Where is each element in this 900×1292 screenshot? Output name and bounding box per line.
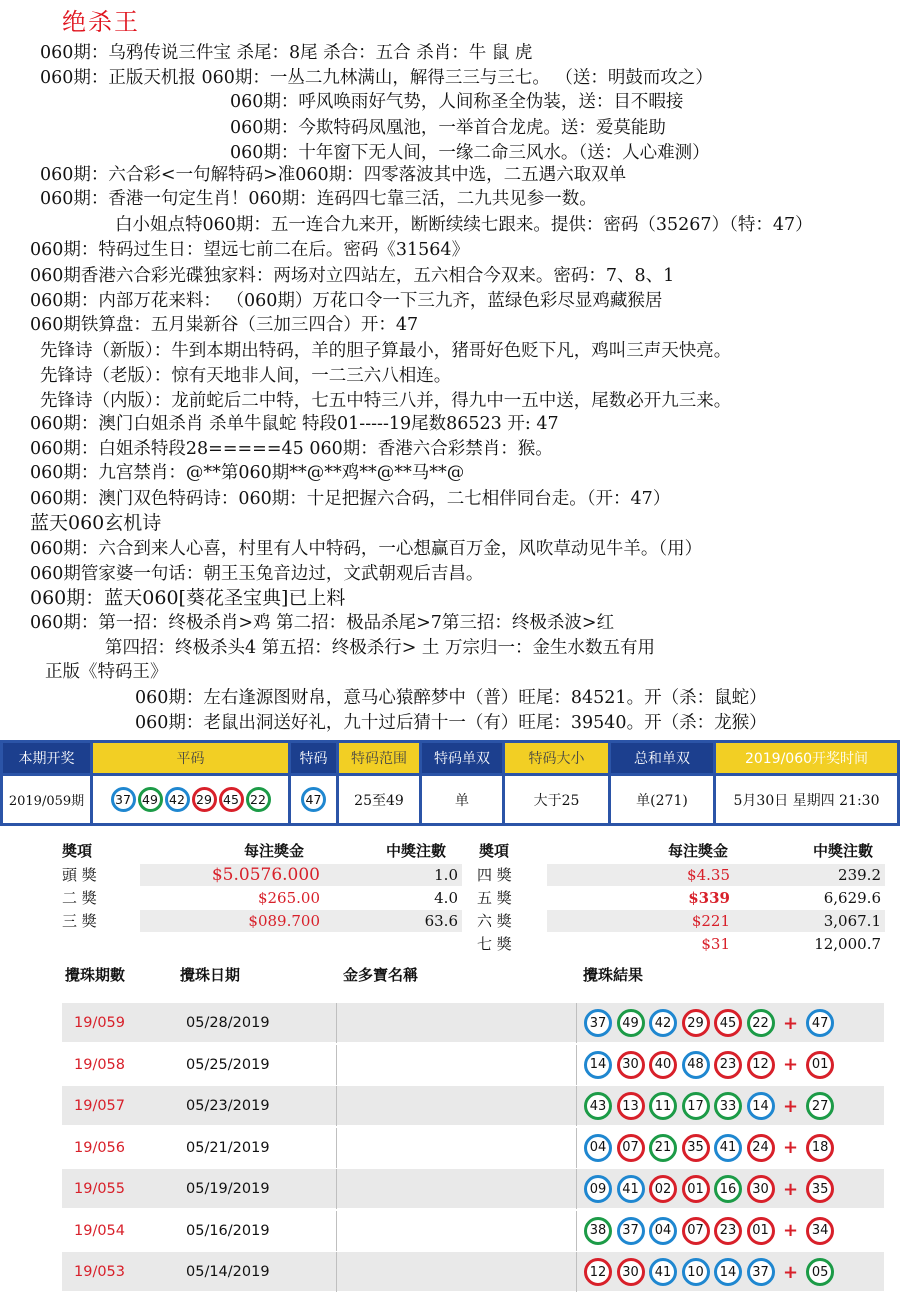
history-balls — [584, 1217, 839, 1245]
number-ball: 02 — [649, 1175, 677, 1203]
text-line: 060期：呼风唤雨好气势，人间称圣全伪装，送：目不暇接 — [230, 92, 684, 112]
text-line: 白小姐点特060期：五一连合九来开，断断续续七跟来。提供：密码（35267）（特：47） — [115, 215, 813, 235]
prize-name: 二 獎 — [62, 889, 97, 907]
special-number-ball: 35 — [806, 1175, 834, 1203]
page-title: 绝杀王 — [62, 8, 140, 36]
special-number-ball: 27 — [806, 1092, 834, 1120]
text-line: 060期：十年窗下无人间，一缘二命三风水。（送：人心难测） — [230, 143, 710, 163]
plus-icon: + — [783, 1054, 799, 1075]
number-ball: 37 — [747, 1258, 775, 1286]
column-divider — [576, 1003, 577, 1043]
number-ball: 12 — [747, 1051, 775, 1079]
prize-header-name: 奬項 — [62, 842, 93, 860]
number-ball: 40 — [649, 1051, 677, 1079]
column-divider — [336, 1252, 337, 1292]
number-ball: 04 — [584, 1134, 612, 1162]
prize-count: 6,629.6 — [823, 889, 881, 907]
text-line: 060期铁算盘：五月粜新谷（三加三四合）开：47 — [30, 315, 419, 335]
text-line: 060期管家婆一句话：朝王玉兔音边过，文武朝观后吉昌。 — [30, 564, 484, 584]
prize-count: 63.6 — [424, 912, 458, 930]
header-next-time: 2019/060开奖时间 — [716, 743, 897, 773]
number-ball: 33 — [714, 1092, 742, 1120]
history-balls — [584, 1009, 839, 1037]
column-divider — [576, 1086, 577, 1126]
history-balls — [584, 1258, 839, 1286]
prize-row — [477, 887, 885, 909]
prize-name: 三 獎 — [62, 912, 97, 930]
column-divider — [336, 1169, 337, 1209]
history-header-date: 攪珠日期 — [180, 966, 241, 984]
prize-header-name: 奬項 — [479, 842, 510, 860]
number-ball: 41 — [649, 1258, 677, 1286]
history-date: 05/14/2019 — [186, 1264, 270, 1280]
number-ball: 22 — [747, 1009, 775, 1037]
text-line: 060期：老鼠出洞送好礼，九十过后猜十一（有）旺尾：39540。开（杀：龙猴） — [135, 713, 767, 733]
text-line: 060期：今欺特码凤凰池，一举首合龙虎。送：爱莫能助 — [230, 118, 666, 138]
history-period: 19/059 — [74, 1015, 126, 1031]
prize-name: 七 獎 — [477, 935, 512, 953]
number-ball: 07 — [682, 1217, 710, 1245]
text-line: 060期：六合彩<一句解特码>准060期：四零落波其中选，二五遇六取双单 — [40, 165, 627, 185]
prize-amount: $4.35 — [687, 866, 730, 884]
prize-header-amount: 每注獎金 — [244, 842, 305, 860]
prize-count: 12,000.7 — [814, 935, 881, 953]
number-ball: 23 — [714, 1051, 742, 1079]
column-divider — [336, 1045, 337, 1085]
header-regular: 平码 — [93, 743, 288, 773]
header-current-draw: 本期开奖 — [3, 743, 90, 773]
prize-amount: $221 — [691, 912, 730, 930]
number-ball: 45 — [219, 787, 244, 812]
number-ball: 35 — [682, 1134, 710, 1162]
number-ball: 42 — [649, 1009, 677, 1037]
number-ball: 09 — [584, 1175, 612, 1203]
prize-amount: $5.0576.000 — [211, 865, 320, 885]
draw-period: 2019/059期 — [3, 776, 90, 823]
text-line: 060期香港六合彩光碟独家料：两场对立四站左，五六相合今双来。密码：7、8、1 — [30, 266, 675, 286]
special-number-ball: 01 — [806, 1051, 834, 1079]
number-ball: 10 — [682, 1258, 710, 1286]
header-range: 特码范围 — [339, 743, 419, 773]
prize-count: 239.2 — [838, 866, 881, 884]
history-date: 05/19/2019 — [186, 1181, 270, 1197]
header-odd-even: 特码单双 — [422, 743, 502, 773]
number-ball: 22 — [246, 787, 271, 812]
number-ball: 30 — [617, 1051, 645, 1079]
prize-count: 3,067.1 — [823, 912, 881, 930]
history-period: 19/054 — [74, 1222, 126, 1239]
prize-amount: $339 — [688, 889, 730, 907]
text-line: 第四招：终极杀头4 第五招：终极杀行> 土 万宗归一：金生水数五有用 — [105, 638, 655, 658]
history-period: 19/057 — [74, 1098, 126, 1114]
sum-odd-even: 单(271) — [611, 776, 713, 823]
plus-icon: + — [783, 1220, 799, 1241]
number-ball: 37 — [584, 1009, 612, 1037]
prize-name: 五 獎 — [477, 889, 512, 907]
history-row — [62, 1169, 884, 1209]
number-ball: 17 — [682, 1092, 710, 1120]
history-row — [62, 1003, 884, 1043]
regular-balls — [93, 776, 288, 823]
number-ball: 30 — [747, 1175, 775, 1203]
history-balls — [584, 1175, 839, 1203]
prize-header-count: 中獎注數 — [386, 842, 447, 860]
history-period: 19/055 — [74, 1181, 126, 1197]
text-line: 060期：正版天机报 060期：一丛二九林满山，解得三三与三七。 （送：明鼓而攻之） — [40, 68, 713, 88]
column-divider — [336, 1211, 337, 1251]
special-number-ball: 18 — [806, 1134, 834, 1162]
history-date: 05/16/2019 — [186, 1222, 270, 1239]
prize-header-amount: 每注獎金 — [668, 842, 729, 860]
number-ball: 30 — [617, 1258, 645, 1286]
plus-icon: + — [783, 1095, 799, 1117]
number-ball: 41 — [714, 1134, 742, 1162]
history-row — [62, 1045, 884, 1085]
prize-row — [62, 910, 462, 932]
column-divider — [576, 1128, 577, 1168]
prize-row — [477, 933, 885, 955]
prize-name: 六 獎 — [477, 912, 512, 930]
text-line: 060期：乌鸦传说三件宝 杀尾：8尾 杀合：五合 杀肖：牛 鼠 虎 — [40, 43, 533, 63]
history-period: 19/058 — [74, 1056, 126, 1073]
text-line: 060期：内部万花来料： （060期）万花口令一下三九齐，蓝绿色彩尽显鸡藏猴居 — [30, 291, 663, 311]
column-divider — [576, 1211, 577, 1251]
number-ball: 12 — [584, 1258, 612, 1286]
prize-row — [62, 887, 462, 909]
special-range: 25至49 — [339, 776, 419, 823]
number-ball: 23 — [714, 1217, 742, 1245]
special-ball — [291, 776, 336, 823]
text-line: 060期：第一招：终极杀肖>鸡 第二招：极品杀尾>7第三招：终极杀波>红 — [30, 613, 615, 633]
text-line: 060期：澳门双色特码诗：060期：十足把握六合码，二七相伴同台走。（开：47） — [30, 489, 671, 509]
number-ball: 04 — [649, 1217, 677, 1245]
history-balls — [584, 1051, 839, 1079]
number-ball: 49 — [138, 787, 163, 812]
header-sum-odd-even: 总和单双 — [611, 743, 713, 773]
prize-amount: $089.700 — [248, 912, 320, 930]
column-divider — [336, 1128, 337, 1168]
number-ball: 37 — [111, 787, 136, 812]
prize-name: 頭 獎 — [62, 866, 97, 884]
text-line: 先锋诗（老版）：惊有天地非人间，一二三六八相连。 — [40, 366, 452, 386]
history-period: 19/053 — [74, 1264, 126, 1280]
history-row — [62, 1211, 884, 1251]
number-ball: 29 — [682, 1009, 710, 1037]
history-row — [62, 1252, 884, 1292]
history-date: 05/23/2019 — [186, 1098, 270, 1114]
prize-header-count: 中獎注數 — [813, 842, 874, 860]
number-ball: 14 — [714, 1258, 742, 1286]
number-ball: 29 — [192, 787, 217, 812]
number-ball: 48 — [682, 1051, 710, 1079]
number-ball: 14 — [584, 1051, 612, 1079]
text-line: 060期：六合到来人心喜，村里有人中特码，一心想赢百万金，风吹草动见牛羊。（用） — [30, 539, 703, 559]
text-line: 060期：白姐杀特段28=====45 060期：香港六合彩禁肖：猴。 — [30, 439, 553, 459]
plus-icon: + — [783, 1178, 799, 1200]
number-ball: 43 — [584, 1092, 612, 1120]
prize-row — [62, 864, 462, 886]
column-divider — [576, 1252, 577, 1292]
special-number-ball: 05 — [806, 1258, 834, 1286]
column-divider — [576, 1045, 577, 1085]
text-line: 060期：澳门白姐杀肖 杀单牛鼠蛇 特段01-----19尾数86523 开: 47 — [30, 414, 559, 434]
section-heading: 蓝天060玄机诗 — [30, 512, 162, 534]
next-draw-time: 5月30日 星期四 21:30 — [716, 776, 897, 823]
history-balls — [584, 1092, 839, 1120]
prize-name: 四 獎 — [477, 866, 512, 884]
special-odd-even: 单 — [422, 776, 502, 823]
number-ball: 16 — [714, 1175, 742, 1203]
plus-icon: + — [783, 1012, 799, 1034]
text-line: 060期：香港一句定生肖！060期：连码四七靠三活，二九共见参一数。 — [40, 189, 597, 209]
history-header-period: 攪珠期數 — [65, 966, 126, 984]
number-ball: 01 — [682, 1175, 710, 1203]
number-ball: 07 — [617, 1134, 645, 1162]
number-ball: 24 — [747, 1134, 775, 1162]
text-line: 060期：左右逢源图财帛，意马心猿醉梦中（普）旺尾：84521。开（杀：鼠蛇） — [135, 688, 767, 708]
header-size: 特码大小 — [505, 743, 608, 773]
number-ball: 01 — [747, 1217, 775, 1245]
column-divider — [336, 1086, 337, 1126]
header-special: 特码 — [291, 743, 336, 773]
prize-amount: $31 — [701, 935, 730, 953]
prize-row — [477, 864, 885, 886]
history-date: 05/21/2019 — [186, 1139, 270, 1156]
text-line: 060期：蓝天060[葵花圣宝典]已上料 — [30, 587, 346, 609]
special-number-ball: 47 — [301, 787, 326, 812]
plus-icon: + — [783, 1261, 799, 1283]
text-line: 先锋诗（新版）：牛到本期出特码，羊的胆子算最小，猪哥好色贬下凡，鸡叫三声天快亮。 — [40, 341, 732, 361]
number-ball: 37 — [617, 1217, 645, 1245]
history-period: 19/056 — [74, 1139, 126, 1156]
number-ball: 21 — [649, 1134, 677, 1162]
column-divider — [336, 1003, 337, 1043]
text-line: 060期：九宫禁肖：@**第060期**@**鸡**@**马**@ — [30, 463, 465, 483]
number-ball: 38 — [584, 1217, 612, 1245]
history-row — [62, 1086, 884, 1126]
history-date: 05/28/2019 — [186, 1015, 270, 1031]
history-row — [62, 1128, 884, 1168]
number-ball: 42 — [165, 787, 190, 812]
number-ball: 11 — [649, 1092, 677, 1120]
special-number-ball: 34 — [806, 1217, 834, 1245]
number-ball: 14 — [747, 1092, 775, 1120]
text-line: 正版《特码王》 — [45, 662, 168, 682]
text-line: 先锋诗（内版）：龙前蛇后二中特，七五中特三八并，得九中一五中送，尾数必开九三来。 — [40, 391, 732, 411]
history-balls — [584, 1134, 839, 1162]
history-header-result: 攪珠結果 — [583, 966, 644, 984]
special-number-ball: 47 — [806, 1009, 834, 1037]
history-date: 05/25/2019 — [186, 1056, 270, 1073]
draw-result-table — [0, 740, 900, 826]
plus-icon: + — [783, 1137, 799, 1158]
prize-count: 4.0 — [434, 889, 458, 907]
text-line: 060期：特码过生日：望远七前二在后。密码《31564》 — [30, 240, 470, 260]
prize-count: 1.0 — [434, 866, 458, 884]
prize-row — [477, 910, 885, 932]
number-ball: 45 — [714, 1009, 742, 1037]
special-size: 大于25 — [505, 776, 608, 823]
number-ball: 13 — [617, 1092, 645, 1120]
column-divider — [576, 1169, 577, 1209]
number-ball: 49 — [617, 1009, 645, 1037]
number-ball: 41 — [617, 1175, 645, 1203]
prize-amount: $265.00 — [257, 889, 320, 907]
history-header-name: 金多寶名稱 — [343, 966, 419, 984]
